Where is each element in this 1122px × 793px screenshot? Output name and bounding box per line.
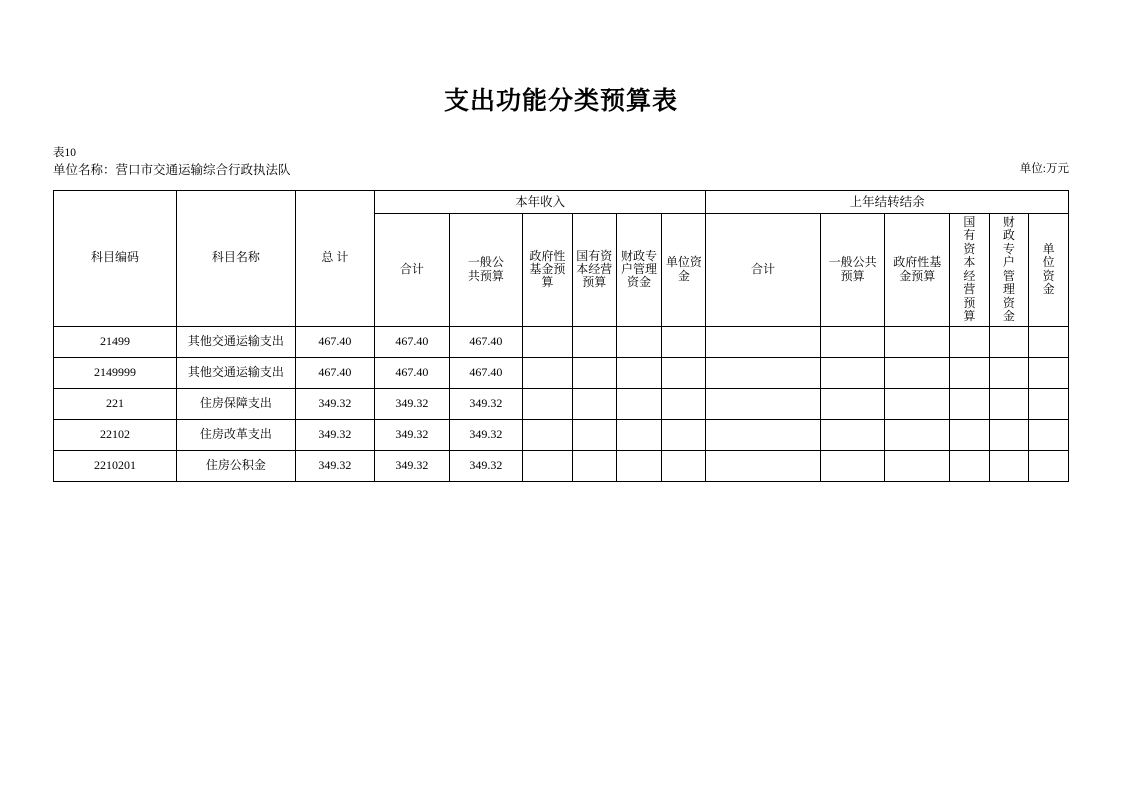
table-group-header-row — [54, 191, 1069, 214]
cell-cy-total: 349.32 — [374, 388, 449, 419]
cell-cy-gov-fund — [522, 419, 572, 450]
cell-cy-unit — [662, 419, 706, 450]
amount-unit-label: 单位:万元 — [1019, 163, 1069, 175]
cell-total: 349.32 — [295, 419, 374, 450]
cell-py-total — [706, 450, 821, 481]
cell-py-unit — [1029, 326, 1069, 357]
header-group-current-year-income: 本年收入 — [374, 191, 705, 214]
table-label: 表10 — [53, 147, 76, 159]
cell-cy-state-capital — [572, 450, 616, 481]
table-row — [54, 450, 1069, 481]
budget-table — [53, 190, 1069, 482]
cell-py-total — [706, 419, 821, 450]
header-cy-total: 合计 — [374, 214, 449, 327]
cell-cy-total: 349.32 — [374, 419, 449, 450]
page-title: 支出功能分类预算表 — [443, 88, 678, 115]
cell-cy-unit — [662, 357, 706, 388]
header-cy-fiscal-special-account-funds: 财政专户管理资金 — [616, 214, 662, 327]
header-py-total: 合计 — [706, 214, 821, 327]
cell-py-special-account — [989, 357, 1029, 388]
cell-cy-special-account — [616, 357, 662, 388]
cell-cy-state-capital — [572, 388, 616, 419]
cell-cy-general: 467.40 — [449, 357, 522, 388]
cell-py-state-capital — [950, 388, 990, 419]
cell-subject-code: 221 — [54, 388, 177, 419]
cell-cy-special-account — [616, 419, 662, 450]
cell-py-special-account — [989, 450, 1029, 481]
cell-cy-general: 349.32 — [449, 450, 522, 481]
header-py-general-public-budget: 一般公共预算 — [820, 214, 885, 327]
unit-name-value: 营口市交通运输综合行政执法队 — [115, 163, 291, 177]
cell-subject-name: 其他交通运输支出 — [176, 326, 295, 357]
cell-cy-gov-fund — [522, 450, 572, 481]
cell-cy-gov-fund — [522, 326, 572, 357]
cell-cy-gov-fund — [522, 357, 572, 388]
cell-total: 467.40 — [295, 357, 374, 388]
header-group-prior-year-carryover: 上年结转结余 — [706, 191, 1069, 214]
cell-cy-general: 349.32 — [449, 419, 522, 450]
cell-cy-state-capital — [572, 326, 616, 357]
header-cy-general-public-budget: 一般公共预算 — [449, 214, 522, 327]
header-subject-code: 科目编码 — [54, 191, 177, 327]
header-py-unit-funds: 单位资金 — [1029, 214, 1069, 327]
cell-py-general — [820, 357, 885, 388]
cell-cy-total: 467.40 — [374, 326, 449, 357]
cell-py-total — [706, 357, 821, 388]
cell-py-gov-fund — [885, 419, 950, 450]
cell-cy-special-account — [616, 450, 662, 481]
header-cy-unit-funds: 单位资金 — [662, 214, 706, 327]
cell-cy-general: 349.32 — [449, 388, 522, 419]
cell-cy-gov-fund — [522, 388, 572, 419]
cell-total: 349.32 — [295, 388, 374, 419]
cell-py-special-account — [989, 326, 1029, 357]
cell-subject-name: 住房保障支出 — [176, 388, 295, 419]
cell-total: 349.32 — [295, 450, 374, 481]
meta-row-table-label — [53, 145, 1069, 161]
cell-py-gov-fund — [885, 450, 950, 481]
cell-subject-name: 其他交通运输支出 — [176, 357, 295, 388]
document-meta — [53, 145, 1069, 177]
cell-subject-code: 22102 — [54, 419, 177, 450]
cell-py-general — [820, 326, 885, 357]
cell-py-gov-fund — [885, 326, 950, 357]
cell-py-general — [820, 419, 885, 450]
table-row — [54, 326, 1069, 357]
cell-py-unit — [1029, 388, 1069, 419]
cell-cy-general: 467.40 — [449, 326, 522, 357]
header-py-state-capital-operation-budget: 国有资本经营预算 — [950, 214, 990, 327]
cell-subject-name: 住房公积金 — [176, 450, 295, 481]
cell-py-total — [706, 326, 821, 357]
table-row — [54, 388, 1069, 419]
table-row — [54, 357, 1069, 388]
cell-py-special-account — [989, 388, 1029, 419]
table-body — [54, 326, 1069, 481]
cell-cy-total: 467.40 — [374, 357, 449, 388]
header-py-gov-fund-budget: 政府性基金预算 — [885, 214, 950, 327]
unit-name-label: 单位名称： — [53, 163, 116, 177]
header-subject-name: 科目名称 — [176, 191, 295, 327]
cell-subject-code: 2210201 — [54, 450, 177, 481]
cell-cy-unit — [662, 450, 706, 481]
cell-py-gov-fund — [885, 357, 950, 388]
cell-cy-state-capital — [572, 357, 616, 388]
cell-py-state-capital — [950, 357, 990, 388]
cell-subject-code: 21499 — [54, 326, 177, 357]
cell-cy-special-account — [616, 326, 662, 357]
cell-cy-state-capital — [572, 419, 616, 450]
cell-total: 467.40 — [295, 326, 374, 357]
cell-py-general — [820, 388, 885, 419]
cell-py-unit — [1029, 419, 1069, 450]
cell-cy-special-account — [616, 388, 662, 419]
cell-py-state-capital — [950, 326, 990, 357]
meta-row-unit — [53, 161, 1069, 177]
cell-py-general — [820, 450, 885, 481]
header-cy-state-capital-operation-budget: 国有资本经营预算 — [572, 214, 616, 327]
cell-py-state-capital — [950, 450, 990, 481]
cell-py-gov-fund — [885, 388, 950, 419]
cell-subject-name: 住房改革支出 — [176, 419, 295, 450]
cell-subject-code: 2149999 — [54, 357, 177, 388]
cell-cy-unit — [662, 326, 706, 357]
header-py-fiscal-special-account-funds: 财政专户管理资金 — [989, 214, 1029, 327]
cell-cy-unit — [662, 388, 706, 419]
cell-py-state-capital — [950, 419, 990, 450]
cell-py-special-account — [989, 419, 1029, 450]
unit-name-block — [53, 161, 291, 180]
cell-py-unit — [1029, 450, 1069, 481]
table-row — [54, 419, 1069, 450]
cell-py-total — [706, 388, 821, 419]
cell-cy-total: 349.32 — [374, 450, 449, 481]
header-cy-gov-fund-budget: 政府性基金预算 — [522, 214, 572, 327]
cell-py-unit — [1029, 357, 1069, 388]
header-total: 总 计 — [295, 191, 374, 327]
